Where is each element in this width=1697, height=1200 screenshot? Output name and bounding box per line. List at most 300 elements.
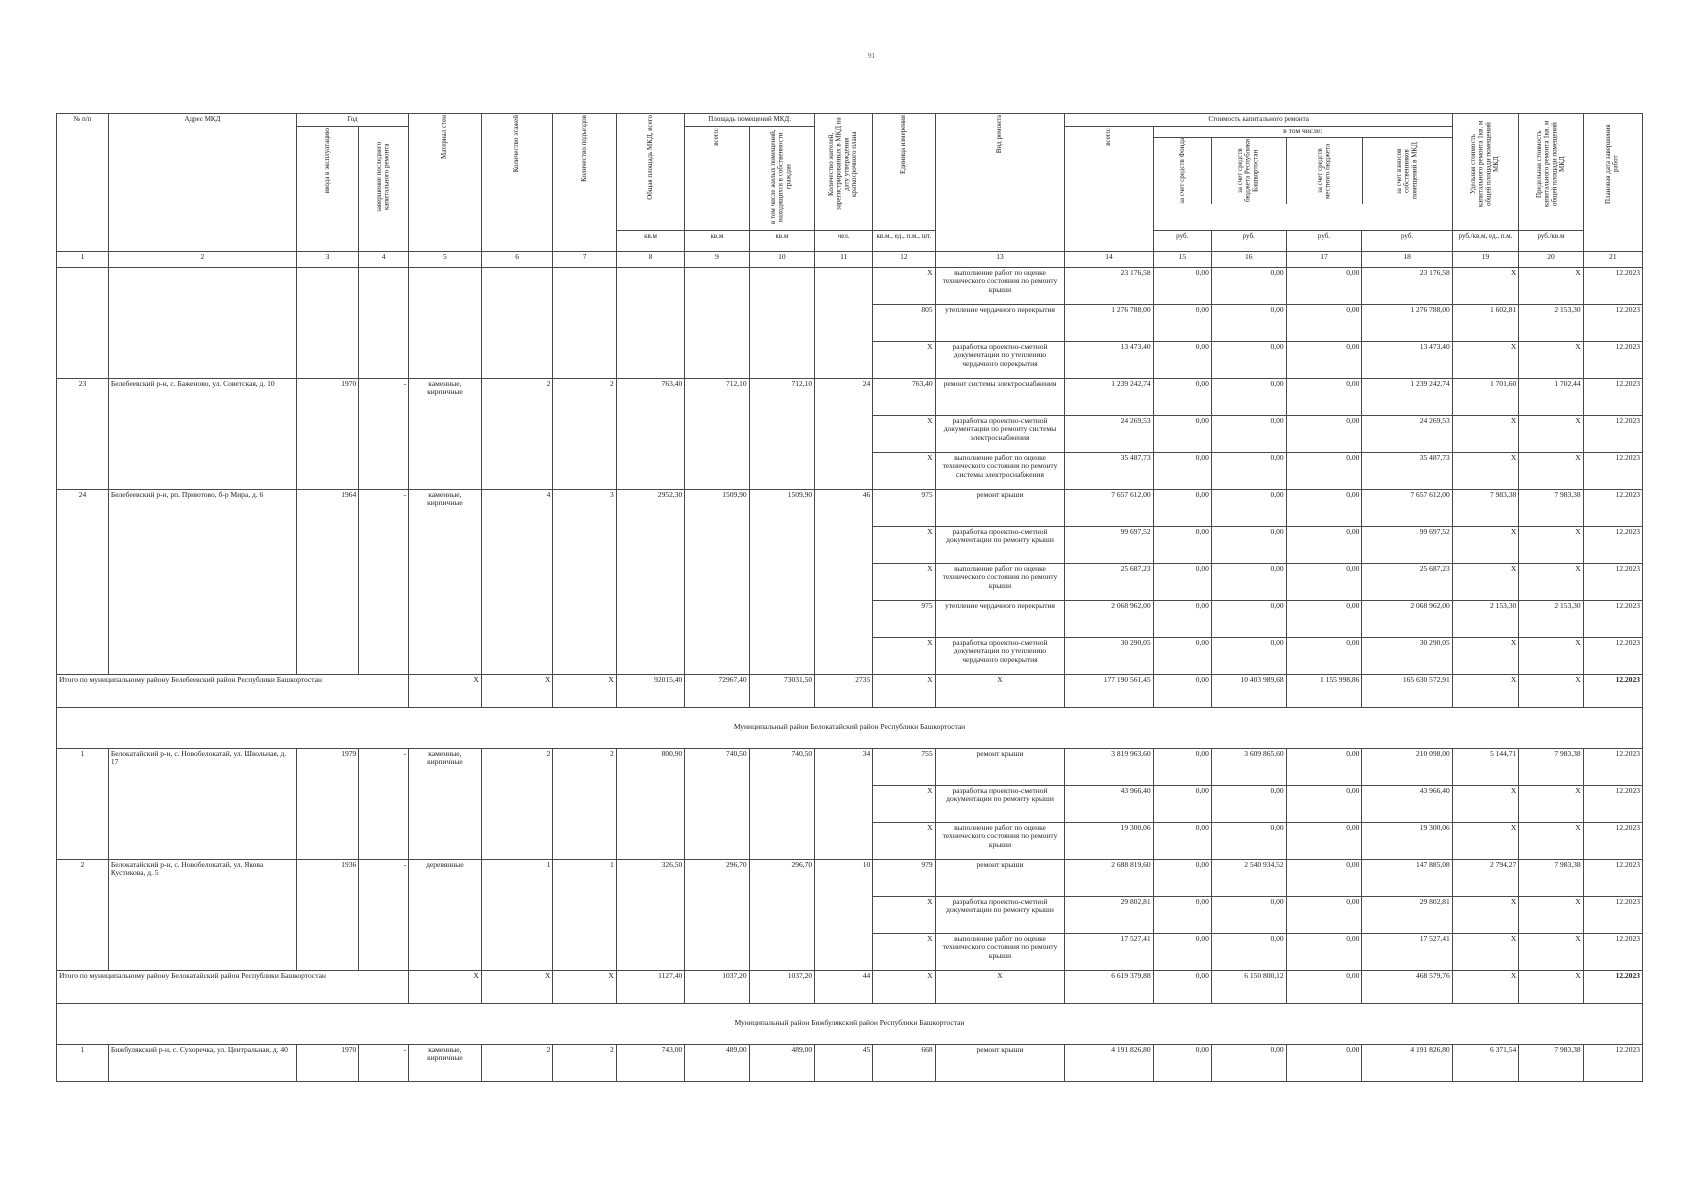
column-number: 7 xyxy=(553,251,616,267)
entrances-count: 2 xyxy=(553,378,616,489)
total-cost-sum: 177 190 561,45 xyxy=(1065,674,1153,707)
header-unit-label: Единица измерения xyxy=(899,115,908,174)
total-x: X xyxy=(481,674,553,707)
total-area: 743,00 xyxy=(616,1044,685,1081)
specific-cost: X xyxy=(1452,933,1518,970)
citizens-area: 740,50 xyxy=(749,748,814,859)
column-number: 16 xyxy=(1211,251,1286,267)
header-walls-label: Материал стен xyxy=(440,115,449,159)
total-label: Итого по муниципальному району Белебеевский район Республики Башкортостан xyxy=(57,674,409,707)
header-unit xyxy=(873,114,935,231)
measure-unit: 975 xyxy=(873,489,935,526)
cost-local-budget: 0,00 xyxy=(1286,785,1362,822)
cost-republic-budget: 0,00 xyxy=(1211,452,1286,489)
cost-fund: 0,00 xyxy=(1153,600,1211,637)
limit-cost: 7 983,38 xyxy=(1519,1044,1583,1081)
header-specific-cost-label: Удельная стоимость капитального ремонта 1кв. м общей площади помещений МКД xyxy=(1469,120,1501,208)
section-row xyxy=(57,707,1643,748)
section-title-bizhbulyak: Муниципальный район Бижбулякский район Республики Башкортостан xyxy=(57,1003,1643,1044)
commission-year: 1964 xyxy=(296,489,358,674)
citizens-area: 296,70 xyxy=(749,859,814,970)
cost-local-budget: 0,00 xyxy=(1286,341,1362,378)
header-cost-group: Стоимость капитального ремонта xyxy=(1065,114,1452,127)
plan-date: 12.2023 xyxy=(1583,267,1642,304)
header-work-type-label: Вид ремонта xyxy=(995,115,1004,154)
specific-cost: 1 701,60 xyxy=(1452,378,1518,415)
unit-col18: руб. xyxy=(1362,230,1452,251)
wall-material: каменные, кирпичные xyxy=(409,1044,482,1081)
cost-fund: 0,00 xyxy=(1153,1044,1211,1081)
work-type: ремонт крыши xyxy=(935,1044,1065,1081)
work-type: ремонт крыши xyxy=(935,489,1065,526)
cost-owners: 19 300,06 xyxy=(1362,822,1452,859)
work-type: ремонт системы электроснабжения xyxy=(935,378,1065,415)
cost-owners: 1 239 242,74 xyxy=(1362,378,1452,415)
citizens-area: 489,00 xyxy=(749,1044,814,1081)
column-number: 11 xyxy=(815,251,873,267)
plan-date: 12.2023 xyxy=(1583,896,1642,933)
unit-col9: кв.м xyxy=(685,230,749,251)
total-x: X xyxy=(873,674,935,707)
total-x: X xyxy=(481,970,553,1003)
cost-local-budget: 0,00 xyxy=(1286,600,1362,637)
total-x: X xyxy=(409,970,482,1003)
commission-year: 1979 xyxy=(296,748,358,859)
premises-area: 1509,90 xyxy=(685,489,749,674)
cost-local-budget: 0,00 xyxy=(1286,304,1362,341)
cell-empty xyxy=(749,267,814,378)
measure-unit: X xyxy=(873,452,935,489)
header-entrances xyxy=(553,114,616,252)
cost-fund: 0,00 xyxy=(1153,563,1211,600)
column-number: 2 xyxy=(108,251,296,267)
column-number: 19 xyxy=(1452,251,1518,267)
cost-local-budget: 0,00 xyxy=(1286,1044,1362,1081)
limit-cost: X xyxy=(1519,896,1583,933)
cost-owners: 2 068 962,00 xyxy=(1362,600,1452,637)
limit-cost: X xyxy=(1519,933,1583,970)
cost-republic-budget: 0,00 xyxy=(1211,637,1286,674)
total-row xyxy=(57,970,1643,1003)
work-type: выполнение работ по оценке технического состояния по ремонту крыши xyxy=(935,563,1065,600)
header-walls xyxy=(409,114,482,252)
plan-date: 12.2023 xyxy=(1583,563,1642,600)
cost-local-budget: 0,00 xyxy=(1286,637,1362,674)
total-cost-fund: 0,00 xyxy=(1153,970,1211,1003)
header-num: № п/п xyxy=(57,114,109,252)
cost-total: 99 697,52 xyxy=(1065,526,1153,563)
measure-unit: X xyxy=(873,896,935,933)
header-row-groups xyxy=(57,114,1643,127)
measure-unit: X xyxy=(873,267,935,304)
cost-local-budget: 0,00 xyxy=(1286,489,1362,526)
last-repair-year: - xyxy=(359,1044,409,1081)
cost-republic-budget: 0,00 xyxy=(1211,489,1286,526)
floors-count: 2 xyxy=(481,1044,553,1081)
measure-unit: 668 xyxy=(873,1044,935,1081)
header-limit-cost xyxy=(1519,114,1583,231)
premises-area: 712,10 xyxy=(685,378,749,489)
unit-col8: кв.м xyxy=(616,230,685,251)
work-type: разработка проектно-сметной документации по ремонту крыши xyxy=(935,785,1065,822)
cost-fund: 0,00 xyxy=(1153,859,1211,896)
table-row xyxy=(57,267,1643,304)
cost-local-budget: 0,00 xyxy=(1286,378,1362,415)
measure-unit: 763,40 xyxy=(873,378,935,415)
measure-unit: X xyxy=(873,785,935,822)
total-area: 2952,30 xyxy=(616,489,685,674)
total-x: X xyxy=(1519,970,1583,1003)
work-type: выполнение работ по оценке технического состояния по ремонту крыши xyxy=(935,822,1065,859)
header-cost-owners-label: за счет взносов собственников помещений в МКД xyxy=(1394,142,1419,200)
cost-owners: 1 276 788,00 xyxy=(1362,304,1452,341)
repair-plan-sheet xyxy=(56,113,1643,1082)
total-cost-local-budget: 0,00 xyxy=(1286,970,1362,1003)
wall-material: деревянные xyxy=(409,859,482,970)
last-repair-year: - xyxy=(359,378,409,489)
header-area-all-label: всего: xyxy=(712,128,721,146)
header-year-group: Год xyxy=(296,114,408,127)
column-number: 3 xyxy=(296,251,358,267)
limit-cost: 7 983,38 xyxy=(1519,748,1583,785)
column-number: 18 xyxy=(1362,251,1452,267)
cost-fund: 0,00 xyxy=(1153,526,1211,563)
specific-cost: X xyxy=(1452,822,1518,859)
cost-total: 17 527,41 xyxy=(1065,933,1153,970)
entrances-count: 3 xyxy=(553,489,616,674)
limit-cost: X xyxy=(1519,341,1583,378)
cost-owners: 30 290,05 xyxy=(1362,637,1452,674)
cost-fund: 0,00 xyxy=(1153,415,1211,452)
total-cost-republic-budget: 10 403 989,68 xyxy=(1211,674,1286,707)
cost-total: 4 191 826,80 xyxy=(1065,1044,1153,1081)
measure-unit: 755 xyxy=(873,748,935,785)
cost-local-budget: 0,00 xyxy=(1286,452,1362,489)
cost-local-budget: 0,00 xyxy=(1286,415,1362,452)
header-cost-local xyxy=(1287,138,1363,204)
cost-republic-budget: 0,00 xyxy=(1211,1044,1286,1081)
entrances-count: 2 xyxy=(553,748,616,859)
total-area: 800,90 xyxy=(616,748,685,859)
cost-owners: 24 269,53 xyxy=(1362,415,1452,452)
header-cost-fund-label: за счет средств Фонда xyxy=(1177,138,1186,204)
cost-republic-budget: 0,00 xyxy=(1211,822,1286,859)
cost-total: 43 966,40 xyxy=(1065,785,1153,822)
specific-cost: 6 371,54 xyxy=(1452,1044,1518,1081)
total-x: X xyxy=(1452,674,1518,707)
specific-cost: 2 794,27 xyxy=(1452,859,1518,896)
cell-empty xyxy=(616,267,685,378)
last-repair-year: - xyxy=(359,489,409,674)
work-type: ремонт крыши xyxy=(935,859,1065,896)
cell-empty xyxy=(409,267,482,378)
building-address: Белебеевский р-н, с. Баженово, ул. Советская, д. 10 xyxy=(108,378,296,489)
work-type: выполнение работ по оценке технического состояния по ремонту системы электроснабжения xyxy=(935,452,1065,489)
total-citizens-area-sum: 1037,20 xyxy=(749,970,814,1003)
header-total-area-label: Общая площадь МКД, всего xyxy=(645,115,654,200)
floors-count: 1 xyxy=(481,859,553,970)
plan-date: 12.2023 xyxy=(1583,452,1642,489)
plan-date: 12.2023 xyxy=(1583,526,1642,563)
measure-unit: X xyxy=(873,563,935,600)
premises-area: 740,50 xyxy=(685,748,749,859)
plan-date: 12.2023 xyxy=(1583,1044,1642,1081)
limit-cost: 7 983,38 xyxy=(1519,859,1583,896)
total-x: X xyxy=(1519,674,1583,707)
total-x: X xyxy=(873,970,935,1003)
header-cost-owners xyxy=(1363,138,1452,204)
work-type: утепление чердачного перекрытия xyxy=(935,600,1065,637)
total-cost-owners: 468 579,76 xyxy=(1362,970,1452,1003)
work-type: разработка проектно-сметной документации по ремонту крыши xyxy=(935,526,1065,563)
header-residents xyxy=(815,114,873,231)
total-cost-local-budget: 1 155 998,86 xyxy=(1286,674,1362,707)
plan-date: 12.2023 xyxy=(1583,489,1642,526)
cost-owners: 43 966,40 xyxy=(1362,785,1452,822)
total-cost-sum: 6 619 379,88 xyxy=(1065,970,1153,1003)
cost-republic-budget: 2 540 934,52 xyxy=(1211,859,1286,896)
cost-total: 29 802,81 xyxy=(1065,896,1153,933)
section-title-belokatay: Муниципальный район Белокатайский район Республики Башкортостан xyxy=(57,707,1643,748)
citizens-area: 1509,90 xyxy=(749,489,814,674)
specific-cost: 7 983,38 xyxy=(1452,489,1518,526)
column-number: 10 xyxy=(749,251,814,267)
cost-total: 19 300,06 xyxy=(1065,822,1153,859)
total-x: X xyxy=(553,674,616,707)
cost-fund: 0,00 xyxy=(1153,933,1211,970)
cost-local-budget: 0,00 xyxy=(1286,896,1362,933)
cell-empty xyxy=(108,267,296,378)
measure-unit: X xyxy=(873,933,935,970)
total-row xyxy=(57,674,1643,707)
wall-material: каменные, кирпичные xyxy=(409,748,482,859)
header-entrances-label: Количество подъездов xyxy=(579,115,588,182)
specific-cost: X xyxy=(1452,785,1518,822)
column-number: 17 xyxy=(1286,251,1362,267)
cost-republic-budget: 0,00 xyxy=(1211,933,1286,970)
cost-total: 24 269,53 xyxy=(1065,415,1153,452)
building-address: Белокатайский р-н, с. Новобелокатай, ул. Школьная, д. 17 xyxy=(108,748,296,859)
cost-total: 3 819 963,60 xyxy=(1065,748,1153,785)
total-x: X xyxy=(553,970,616,1003)
residents-count: 46 xyxy=(815,489,873,674)
header-cost-total xyxy=(1065,127,1153,252)
specific-cost: 5 144,71 xyxy=(1452,748,1518,785)
work-type: утепление чердачного перекрытия xyxy=(935,304,1065,341)
building-number: 24 xyxy=(57,489,109,674)
commission-year: 1970 xyxy=(296,378,358,489)
plan-date: 12.2023 xyxy=(1583,785,1642,822)
column-number: 1 xyxy=(57,251,109,267)
capital-repair-table xyxy=(56,113,1643,1082)
total-x: X xyxy=(1452,970,1518,1003)
limit-cost: X xyxy=(1519,415,1583,452)
column-number: 21 xyxy=(1583,251,1642,267)
cost-owners: 17 527,41 xyxy=(1362,933,1452,970)
cost-total: 7 657 612,00 xyxy=(1065,489,1153,526)
total-cost-republic-budget: 6 150 800,12 xyxy=(1211,970,1286,1003)
plan-date: 12.2023 xyxy=(1583,600,1642,637)
column-number: 6 xyxy=(481,251,553,267)
header-cost-sub-label: в том числе: xyxy=(1154,127,1452,138)
work-type: ремонт крыши xyxy=(935,748,1065,785)
total-premises-area-sum: 72967,40 xyxy=(685,674,749,707)
total-area-sum: 1127,40 xyxy=(616,970,685,1003)
cost-owners: 25 687,23 xyxy=(1362,563,1452,600)
total-residents-sum: 44 xyxy=(815,970,873,1003)
work-type: выполнение работ по оценке технического состояния по ремонту крыши xyxy=(935,933,1065,970)
total-x: X xyxy=(935,674,1065,707)
total-plan-date: 12.2023 xyxy=(1583,674,1642,707)
cost-total: 1 276 788,00 xyxy=(1065,304,1153,341)
unit-col11: чел. xyxy=(815,230,873,251)
cost-local-budget: 0,00 xyxy=(1286,526,1362,563)
cell-empty xyxy=(359,267,409,378)
entrances-count: 2 xyxy=(553,1044,616,1081)
header-plan-date-label: Плановая дата завершения работ xyxy=(1604,124,1620,204)
plan-date: 12.2023 xyxy=(1583,304,1642,341)
specific-cost: 1 602,81 xyxy=(1452,304,1518,341)
limit-cost: 2 153,30 xyxy=(1519,600,1583,637)
column-number: 9 xyxy=(685,251,749,267)
total-cost-owners: 165 630 572,91 xyxy=(1362,674,1452,707)
column-number: 13 xyxy=(935,251,1065,267)
header-cost-sub xyxy=(1153,127,1452,231)
building-address: Белокатайский р-н, с. Новобелокатай, ул. Якова Кустикова, д. 5 xyxy=(108,859,296,970)
total-area: 763,40 xyxy=(616,378,685,489)
total-label: Итого по муниципальному району Белокатайский район Республики Башкортостан xyxy=(57,970,409,1003)
cost-republic-budget: 0,00 xyxy=(1211,415,1286,452)
residents-count: 24 xyxy=(815,378,873,489)
header-specific-cost xyxy=(1452,114,1518,231)
work-type: выполнение работ по оценке технического состояния по ремонту крыши xyxy=(935,267,1065,304)
header-area-citizens-label: в том числе жилых помещений, находящихся в собственности граждан xyxy=(769,129,793,225)
unit-col15: руб. xyxy=(1153,230,1211,251)
cell-empty xyxy=(57,267,109,378)
building-number: 2 xyxy=(57,859,109,970)
total-citizens-area-sum: 73031,50 xyxy=(749,674,814,707)
header-limit-cost-label: Предельная стоимость капитального ремонта 1кв. м общей площади помещений МКД xyxy=(1534,120,1566,208)
wall-material: каменные, кирпичные xyxy=(409,378,482,489)
cost-republic-budget: 3 609 865,60 xyxy=(1211,748,1286,785)
header-cost-rb xyxy=(1212,138,1287,204)
measure-unit: X xyxy=(873,822,935,859)
cost-republic-budget: 0,00 xyxy=(1211,896,1286,933)
cost-owners: 13 473,40 xyxy=(1362,341,1452,378)
column-number: 8 xyxy=(616,251,685,267)
cost-total: 35 487,73 xyxy=(1065,452,1153,489)
cost-fund: 0,00 xyxy=(1153,637,1211,674)
limit-cost: 7 983,38 xyxy=(1519,489,1583,526)
cost-fund: 0,00 xyxy=(1153,822,1211,859)
cost-fund: 0,00 xyxy=(1153,785,1211,822)
total-plan-date: 12.2023 xyxy=(1583,970,1642,1003)
cost-fund: 0,00 xyxy=(1153,341,1211,378)
total-area-sum: 92015,40 xyxy=(616,674,685,707)
measure-unit: X xyxy=(873,341,935,378)
residents-count: 45 xyxy=(815,1044,873,1081)
measure-unit: 979 xyxy=(873,859,935,896)
plan-date: 12.2023 xyxy=(1583,933,1642,970)
header-cost-local-label: за счет средств местного бюджета xyxy=(1315,143,1332,199)
header-cost-fund xyxy=(1154,138,1212,204)
specific-cost: X xyxy=(1452,896,1518,933)
page-number: 91 xyxy=(868,52,875,60)
cost-total: 25 687,23 xyxy=(1065,563,1153,600)
cost-total: 30 290,05 xyxy=(1065,637,1153,674)
cost-republic-budget: 0,00 xyxy=(1211,341,1286,378)
cost-owners: 210 098,00 xyxy=(1362,748,1452,785)
cost-fund: 0,00 xyxy=(1153,896,1211,933)
plan-date: 12.2023 xyxy=(1583,378,1642,415)
limit-cost: X xyxy=(1519,637,1583,674)
commission-year: 1970 xyxy=(296,1044,358,1081)
plan-date: 12.2023 xyxy=(1583,415,1642,452)
column-number: 12 xyxy=(873,251,935,267)
plan-date: 12.2023 xyxy=(1583,822,1642,859)
cost-local-budget: 0,00 xyxy=(1286,563,1362,600)
cost-owners: 99 697,52 xyxy=(1362,526,1452,563)
work-type: разработка проектно-сметной документации по ремонту крыши xyxy=(935,896,1065,933)
cost-republic-budget: 0,00 xyxy=(1211,563,1286,600)
cost-fund: 0,00 xyxy=(1153,378,1211,415)
plan-date: 12.2023 xyxy=(1583,637,1642,674)
cost-republic-budget: 0,00 xyxy=(1211,267,1286,304)
measure-unit: 805 xyxy=(873,304,935,341)
work-type: разработка проектно-сметной документации по ремонту системы электроснабжения xyxy=(935,415,1065,452)
limit-cost: X xyxy=(1519,452,1583,489)
cell-empty xyxy=(553,267,616,378)
cost-republic-budget: 0,00 xyxy=(1211,785,1286,822)
header-area-group: Площадь помещений МКД: xyxy=(685,114,815,127)
header-plan-date xyxy=(1583,114,1642,252)
building-number: 1 xyxy=(57,1044,109,1081)
residents-count: 34 xyxy=(815,748,873,859)
cell-empty xyxy=(296,267,358,378)
cost-local-budget: 0,00 xyxy=(1286,267,1362,304)
column-number: 20 xyxy=(1519,251,1583,267)
limit-cost: X xyxy=(1519,822,1583,859)
cost-owners: 147 885,08 xyxy=(1362,859,1452,896)
unit-col20: руб./кв.м xyxy=(1519,230,1583,251)
entrances-count: 1 xyxy=(553,859,616,970)
header-cost-total-label: всего: xyxy=(1104,128,1113,146)
limit-cost: X xyxy=(1519,563,1583,600)
measure-unit: X xyxy=(873,526,935,563)
cost-local-budget: 0,00 xyxy=(1286,748,1362,785)
cell-empty xyxy=(685,267,749,378)
column-number: 14 xyxy=(1065,251,1153,267)
header-area-all xyxy=(685,127,749,231)
unit-col10: кв.м xyxy=(749,230,814,251)
limit-cost: X xyxy=(1519,785,1583,822)
specific-cost: X xyxy=(1452,267,1518,304)
total-residents-sum: 2735 xyxy=(815,674,873,707)
cost-owners: 35 487,73 xyxy=(1362,452,1452,489)
cost-total: 23 176,58 xyxy=(1065,267,1153,304)
unit-col19: руб./кв.м, ед., п.м. xyxy=(1452,230,1518,251)
table-row xyxy=(57,1044,1643,1081)
plan-date: 12.2023 xyxy=(1583,859,1642,896)
premises-area: 296,70 xyxy=(685,859,749,970)
cost-owners: 7 657 612,00 xyxy=(1362,489,1452,526)
building-number: 23 xyxy=(57,378,109,489)
unit-col16: руб. xyxy=(1211,230,1286,251)
specific-cost: X xyxy=(1452,341,1518,378)
cost-local-budget: 0,00 xyxy=(1286,933,1362,970)
limit-cost: X xyxy=(1519,267,1583,304)
limit-cost: X xyxy=(1519,526,1583,563)
